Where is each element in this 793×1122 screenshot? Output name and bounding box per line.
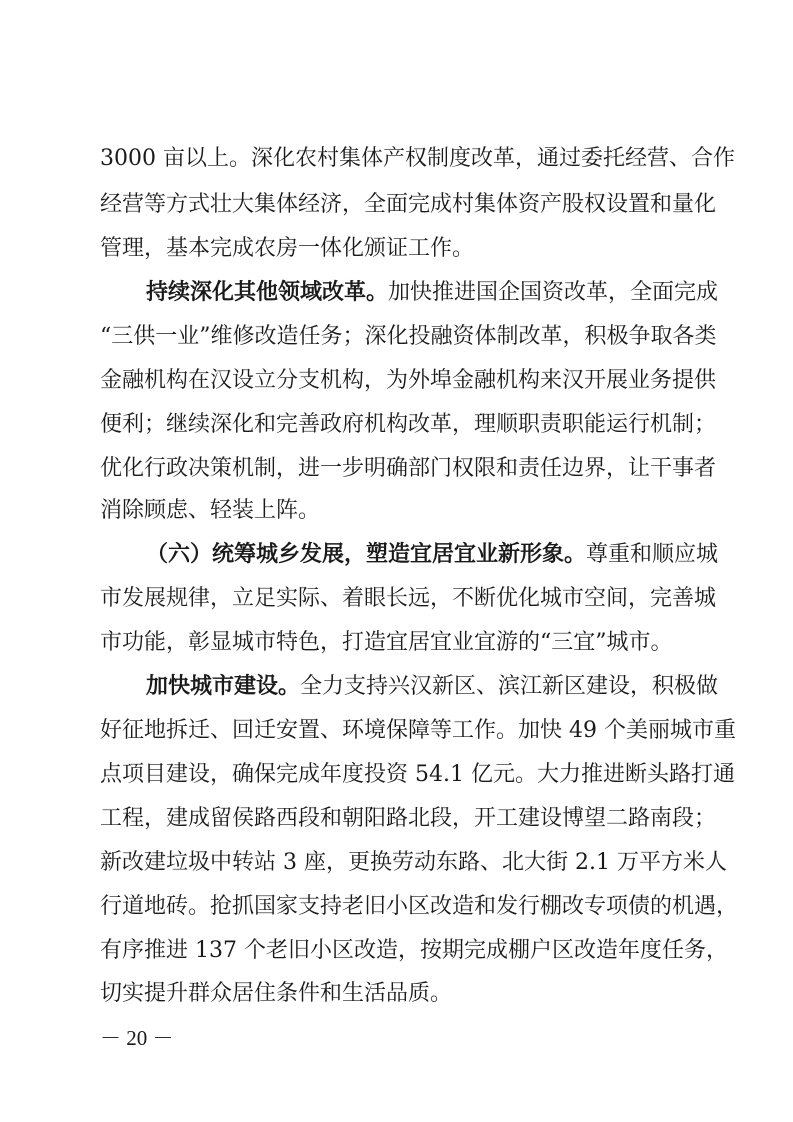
paragraph-4-line-7: 有序推进 137 个老旧小区改造，按期完成棚户区改造年度任务，	[100, 938, 728, 963]
paragraph-1-line-3: 管理，基本完成农房一体化颁证工作。	[100, 236, 475, 261]
paragraph-3-line-1	[146, 540, 719, 570]
paragraph-2-line-6: 消除顾虑、轻装上阵。	[100, 498, 321, 523]
page-number: － 20 －	[100, 1026, 174, 1050]
paragraph-4-line-5: 新改建垃圾中转站 3 座，更换劳动东路、北大街 2.1 万平方米人	[100, 850, 727, 875]
paragraph-3-line-2: 市发展规律，立足实际、着眼长远，不断优化城市空间，完善城	[100, 586, 717, 611]
paragraph-2-line-3: 金融机构在汉设立分支机构，为外埠金融机构来汉开展业务提供	[100, 368, 717, 393]
paragraph-3-line-1-text: 尊重和顺应城	[586, 542, 719, 567]
paragraph-2-line-2: “三供一业”维修改造任务；深化投融资体制改革，积极争取各类	[100, 324, 717, 349]
paragraph-3-line-3: 市功能，彰显城市特色，打造宜居宜业宜游的“三宜”城市。	[100, 630, 673, 655]
section-heading: （六）统筹城乡发展，塑造宜居宜业新形象。	[146, 542, 587, 567]
paragraph-4-line-1-text: 全力支持兴汉新区、滨江新区建设，积极做	[300, 674, 719, 699]
paragraph-4-line-2: 好征地拆迁、回迁安置、环境保障等工作。加快 49 个美丽城市重	[100, 718, 736, 743]
paragraph-4-line-1	[146, 672, 719, 702]
paragraph-4-line-4: 工程，建成留侯路西段和朝阳路北段，开工建设博望二路南段；	[100, 806, 717, 831]
paragraph-1-line-1: 3000 亩以上。深化农村集体产权制度改革，通过委托经营、合作	[100, 146, 735, 171]
paragraph-2-line-5: 优化行政决策机制，进一步明确部门权限和责任边界，让干事者	[100, 456, 717, 481]
paragraph-2-line-1	[146, 278, 719, 308]
paragraph-2-heading: 持续深化其他领域改革。	[146, 280, 389, 305]
paragraph-4-line-6: 行道地砖。抢抓国家支持老旧小区改造和发行棚改专项债的机遇，	[100, 894, 739, 919]
paragraph-4-heading: 加快城市建设。	[146, 674, 301, 699]
paragraph-2-line-4: 便利；继续深化和完善政府机构改革，理顺职责职能运行机制；	[100, 412, 717, 437]
paragraph-4-line-8: 切实提升群众居住条件和生活品质。	[100, 981, 453, 1006]
paragraph-4-line-3: 点项目建设，确保完成年度投资 54.1 亿元。大力推进断头路打通	[100, 762, 735, 787]
paragraph-1-line-2: 经营等方式壮大集体经济，全面完成村集体资产股权设置和量化	[100, 192, 717, 217]
paragraph-2-line-1-text: 加快推进国企国资改革，全面完成	[388, 280, 719, 305]
